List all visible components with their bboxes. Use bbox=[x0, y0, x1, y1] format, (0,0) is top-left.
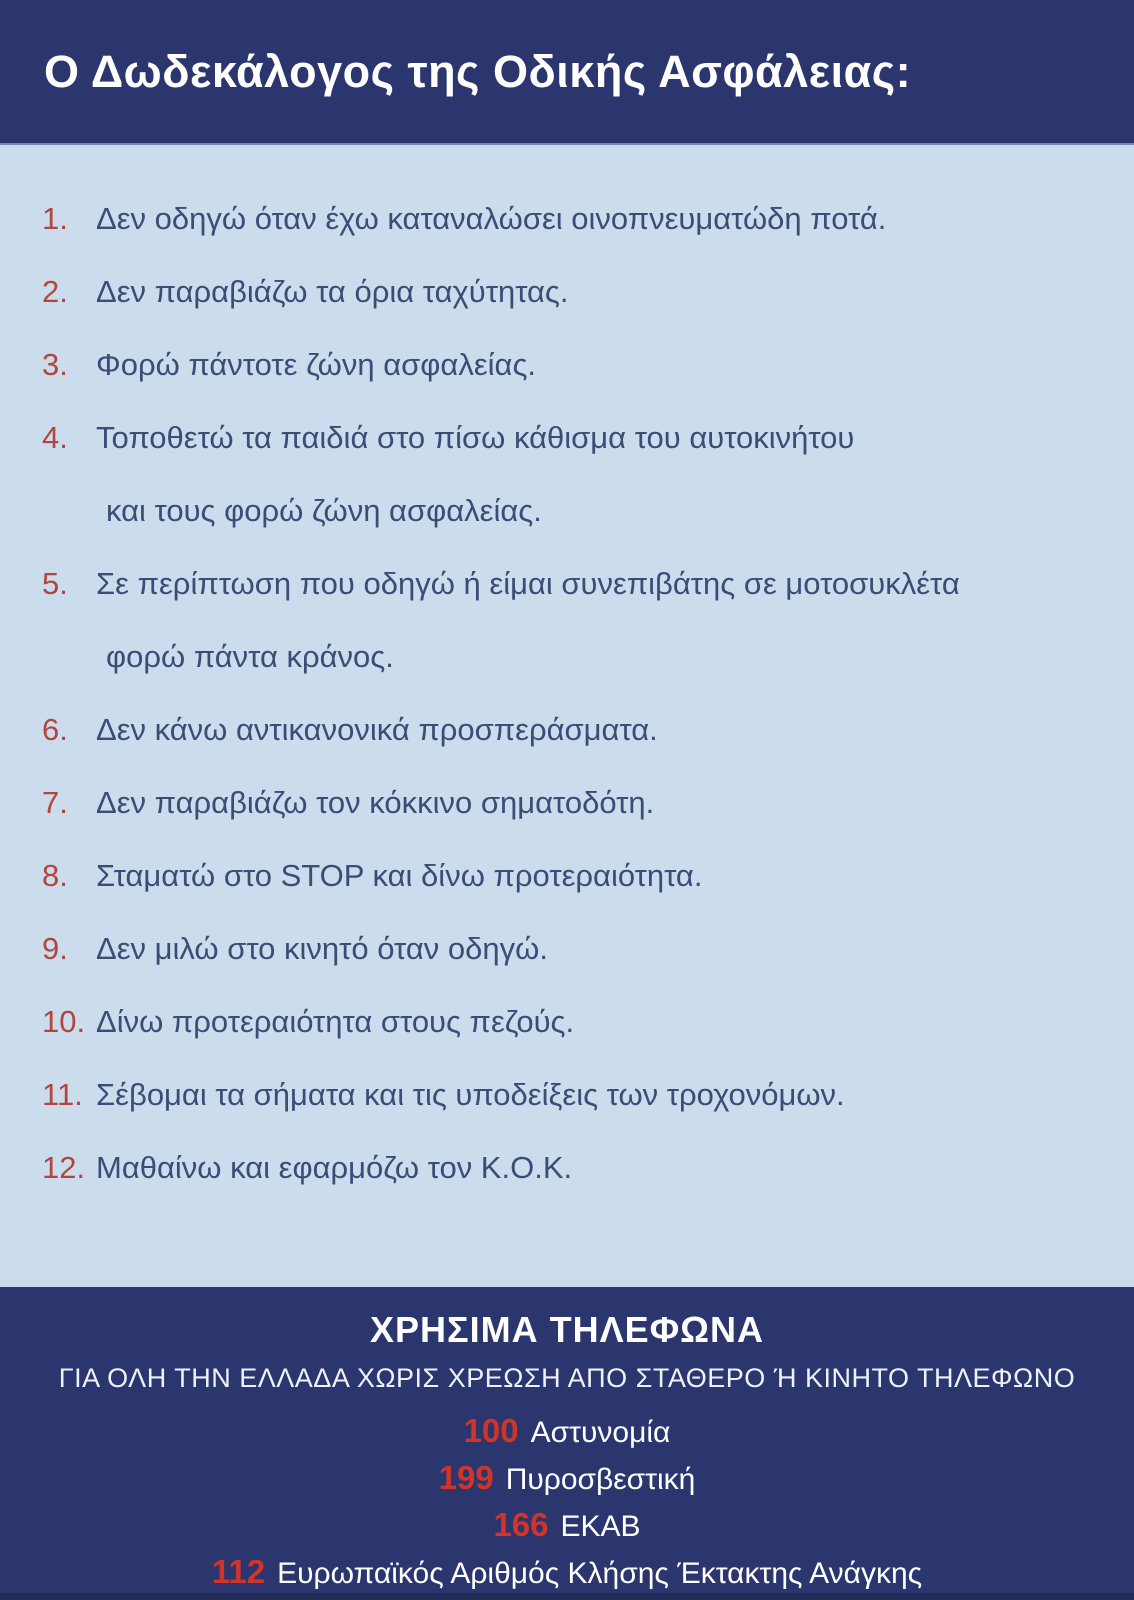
item-number: 1. bbox=[42, 200, 68, 236]
item-number: 7. bbox=[42, 784, 68, 820]
phone-number: 112 bbox=[211, 1553, 266, 1590]
item-text: και τους φορώ ζώνη ασφαλείας. bbox=[106, 492, 542, 528]
phone-entry bbox=[0, 1548, 1134, 1595]
phone-number: 199 bbox=[438, 1459, 494, 1496]
poster-title: Ο Δωδεκάλογος της Οδικής Ασφάλειας: bbox=[44, 45, 912, 97]
list-item bbox=[42, 693, 1104, 766]
list-item bbox=[42, 547, 1104, 620]
list-item bbox=[42, 985, 1104, 1058]
item-text: Φορώ πάντοτε ζώνη ασφαλείας. bbox=[96, 346, 536, 382]
item-number: 10. bbox=[42, 1003, 86, 1039]
phone-list bbox=[0, 1407, 1134, 1595]
list-item bbox=[42, 839, 1104, 912]
phone-number: 100 bbox=[463, 1412, 519, 1449]
phone-label: Αστυνομία bbox=[530, 1416, 671, 1449]
list-item bbox=[42, 401, 1104, 474]
item-text: Σέβομαι τα σήματα και τις υποδείξεις των τροχονόμων. bbox=[96, 1076, 845, 1112]
list-item-continuation bbox=[42, 620, 1104, 693]
item-text: Τοποθετώ τα παιδιά στο πίσω κάθισμα του αυτοκινήτου bbox=[96, 419, 855, 455]
item-text: Δεν κάνω αντικανονικά προσπεράσματα. bbox=[96, 711, 658, 747]
phone-number: 166 bbox=[493, 1506, 549, 1543]
list-item bbox=[42, 328, 1104, 401]
item-number: 12. bbox=[42, 1149, 86, 1185]
item-number: 3. bbox=[42, 346, 68, 382]
list-item bbox=[42, 182, 1104, 255]
phone-entry bbox=[0, 1407, 1134, 1454]
item-text: Δεν παραβιάζω τον κόκκινο σηματοδότη. bbox=[96, 784, 655, 820]
list-item bbox=[42, 912, 1104, 985]
phone-label: ΕΚΑΒ bbox=[560, 1510, 641, 1543]
phone-entry bbox=[0, 1501, 1134, 1548]
footer-subtitle: ΓΙΑ ΟΛΗ ΤΗΝ ΕΛΛΑΔΑ ΧΩΡΙΣ ΧΡΕΩΣΗ ΑΠΟ ΣΤΑΘΕΡΟ Ή ΚΙΝΗΤΟ ΤΗΛΕΦΩΝΟ bbox=[58, 1363, 1076, 1393]
list-item bbox=[42, 1058, 1104, 1131]
phone-label: Ευρωπαϊκός Αριθμός Κλήσης Έκτακτης Ανάγκης bbox=[277, 1557, 923, 1590]
item-number: 2. bbox=[42, 273, 68, 309]
item-text: Δεν οδηγώ όταν έχω καταναλώσει οινοπνευματώδη ποτά. bbox=[96, 200, 887, 236]
item-number: 11. bbox=[42, 1076, 83, 1112]
item-text: Δίνω προτεραιότητα στους πεζούς. bbox=[96, 1003, 575, 1039]
list-item bbox=[42, 766, 1104, 839]
item-number: 4. bbox=[42, 419, 68, 455]
item-number: 9. bbox=[42, 930, 68, 966]
poster-header bbox=[0, 0, 1134, 145]
item-text: Μαθαίνω και εφαρμόζω τον Κ.Ο.Κ. bbox=[96, 1149, 573, 1185]
item-number: 8. bbox=[42, 857, 68, 893]
phone-label: Πυροσβεστική bbox=[505, 1463, 696, 1496]
item-text: φορώ πάντα κράνος. bbox=[106, 638, 394, 674]
item-number: 6. bbox=[42, 711, 68, 747]
item-text: Σε περίπτωση που οδηγώ ή είμαι συνεπιβάτης σε μοτοσυκλέτα bbox=[96, 565, 960, 601]
photo-bottom-edge bbox=[0, 1593, 1134, 1600]
item-text: Δεν μιλώ στο κινητό όταν οδηγώ. bbox=[96, 930, 548, 966]
phone-entry bbox=[0, 1454, 1134, 1501]
list-item-continuation bbox=[42, 474, 1104, 547]
useful-phones-footer bbox=[0, 1287, 1134, 1600]
item-number: 5. bbox=[42, 565, 68, 601]
item-text: Σταματώ στο STOP και δίνω προτεραιότητα. bbox=[96, 857, 703, 893]
footer-title: ΧΡΗΣΙΜΑ ΤΗΛΕΦΩΝΑ bbox=[369, 1309, 765, 1350]
list-item bbox=[42, 1131, 1104, 1204]
item-text: Δεν παραβιάζω τα όρια ταχύτητας. bbox=[96, 273, 569, 309]
list-item bbox=[42, 255, 1104, 328]
safety-rules-list bbox=[0, 145, 1134, 1204]
